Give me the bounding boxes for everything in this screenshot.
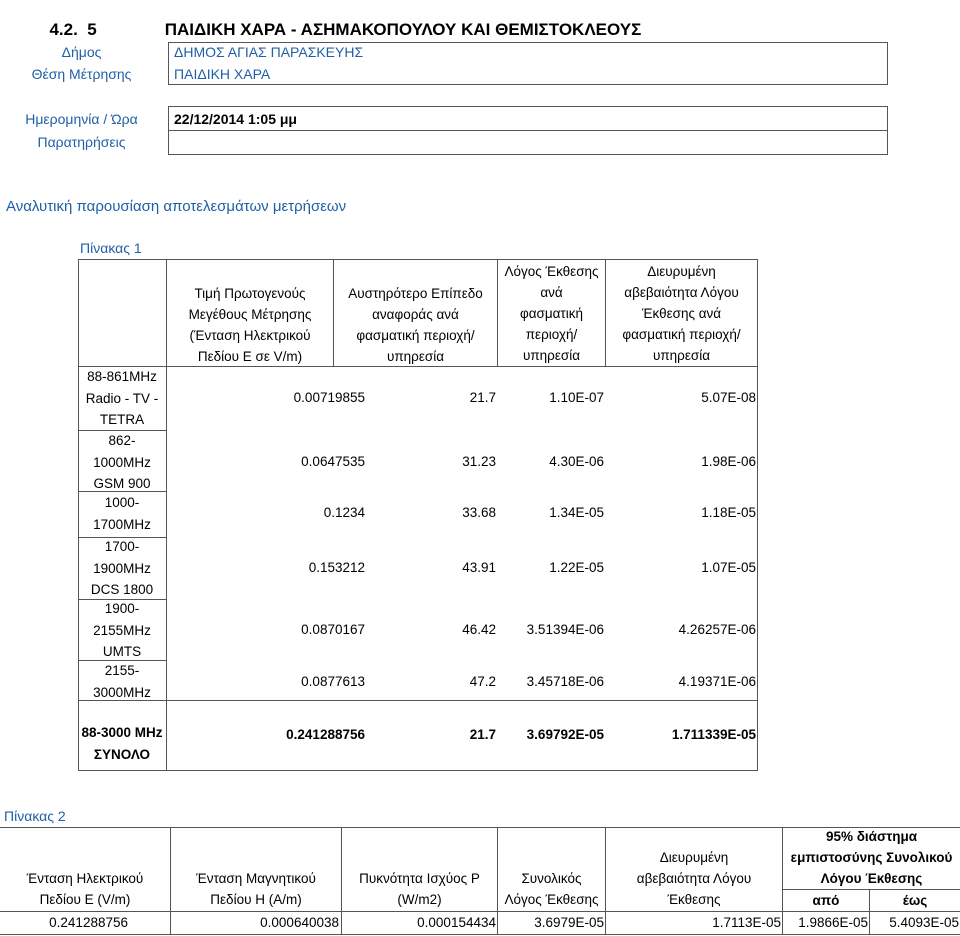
t2-header-uncertainty: Διευρυμένη αβεβαιότητα Λόγου Έκθεσης <box>636 850 752 907</box>
t1-total-label: 88-3000 MHz ΣΥΝΟΛΟ <box>81 725 163 762</box>
analysis-title: Αναλυτική παρουσίαση αποτελεσμάτων μετρήσεων <box>6 198 347 215</box>
t1-cell-value: 0.00719855 <box>293 390 365 405</box>
t1-band-label: 862- 1000MHz GSM 900 <box>93 433 151 491</box>
thesi-label: Θέση Μέτρησης <box>31 66 132 82</box>
t1-cell-limit: 33.68 <box>462 505 496 520</box>
t1-header-measured: Τιμή Πρωτογενούς Μεγέθους Μέτρησης (Ένταση Ηλεκτρικού Πεδίου E σε V/m) <box>188 286 312 364</box>
t1-band-label: 2155- 3000MHz <box>93 663 151 700</box>
table1-caption: Πίνακας 1 <box>80 240 142 256</box>
t2-header-h-field: Ένταση Μαγνητικού Πεδίου H (A/m) <box>196 871 316 907</box>
t1-cell-limit: 21.7 <box>469 390 496 405</box>
t1-cell-value: 0.153212 <box>308 560 365 575</box>
t1-header-ratio: Λόγος Έκθεσης ανά φασματική περιοχή/ υπηρεσία <box>504 264 599 363</box>
t1-cell-value: 0.1234 <box>323 505 365 520</box>
thesi-value: ΠΑΙΔΙΚΗ ΧΑΡΑ <box>174 66 271 82</box>
t2-cell-power: 0.000154434 <box>417 915 496 930</box>
t1-band-label: 88-861MHz Radio - TV - TETRA <box>85 369 159 427</box>
t1-band-label: 1700- 1900MHz DCS 1800 <box>90 539 154 597</box>
t1-cell-ratio: 4.30E-06 <box>549 454 604 469</box>
notes-label: Παρατηρήσεις <box>37 134 126 150</box>
t1-total-uncertainty: 1.711339E-05 <box>671 727 756 742</box>
section-heading <box>40 0 641 40</box>
t1-cell-ratio: 1.34E-05 <box>549 505 604 520</box>
t2-cell-ci-from: 1.9866E-05 <box>798 915 868 930</box>
t2-header-ci-to: έως <box>902 893 928 908</box>
t1-cell-value: 0.0647535 <box>301 454 365 469</box>
t1-cell-uncertainty: 1.18E-05 <box>701 505 756 520</box>
t1-cell-ratio: 1.10E-07 <box>549 390 604 405</box>
t1-total-limit: 21.7 <box>469 727 496 742</box>
t2-cell-ci-to: 5.4093E-05 <box>889 915 959 930</box>
t1-cell-uncertainty: 4.19371E-06 <box>678 674 756 689</box>
t1-cell-ratio: 3.51394E-06 <box>526 622 604 637</box>
t2-header-e-field: Ένταση Ηλεκτρικού Πεδίου E (V/m) <box>26 871 144 907</box>
t2-cell-total-ratio: 3.6979E-05 <box>534 915 604 930</box>
t1-cell-ratio: 1.22E-05 <box>549 560 604 575</box>
t1-total-value: 0.241288756 <box>286 727 365 742</box>
t1-cell-limit: 46.42 <box>462 622 496 637</box>
t1-band-label: 1900- 2155MHz UMTS <box>93 601 151 659</box>
t1-cell-uncertainty: 4.26257E-06 <box>678 622 756 637</box>
t1-band-label: 1000- 1700MHz <box>93 495 151 532</box>
t2-header-power: Πυκνότητα Ισχύος P (W/m2) <box>359 871 480 907</box>
t1-header-uncertainty: Διευρυμένη αβεβαιότητα Λόγου Έκθεσης ανά φασματική περιοχή/ υπηρεσία <box>622 264 741 363</box>
t1-total-ratio: 3.69792E-05 <box>526 727 604 742</box>
date-label: Ημερομηνία / Ώρα <box>25 111 138 127</box>
t2-cell-h-field: 0.000640038 <box>260 915 339 930</box>
t1-cell-limit: 43.91 <box>462 560 496 575</box>
t2-cell-e-field: 0.241288756 <box>49 915 128 930</box>
t2-cell-uncertainty: 1.7113E-05 <box>712 915 781 930</box>
t1-cell-ratio: 3.45718E-06 <box>526 674 604 689</box>
t1-cell-value: 0.0877613 <box>301 674 365 689</box>
info-block <box>0 40 960 160</box>
section-title: ΠΑΙΔΙΚΗ ΧΑΡΑ - ΑΣΗΜΑΚΟΠΟΥΛΟΥ ΚΑΙ ΘΕΜΙΣΤΟΚΛΕΟΥΣ <box>164 20 642 39</box>
t1-cell-limit: 47.2 <box>469 674 496 689</box>
date-value: 22/12/2014 1:05 μμ <box>174 111 297 127</box>
section-number: 4.2. 5 <box>49 20 97 39</box>
dimos-value: ΔΗΜΟΣ ΑΓΙΑΣ ΠΑΡΑΣΚΕΥΗΣ <box>174 44 364 60</box>
t2-header-ci-from: από <box>812 893 840 908</box>
t1-cell-value: 0.0870167 <box>301 622 365 637</box>
t1-cell-uncertainty: 5.07E-08 <box>701 390 756 405</box>
table2-caption: Πίνακας 2 <box>4 808 66 824</box>
t1-header-limit: Αυστηρότερο Επίπεδο αναφοράς ανά φασματική περιοχή/ υπηρεσία <box>348 286 483 364</box>
t1-cell-limit: 31.23 <box>462 454 496 469</box>
t1-cell-uncertainty: 1.98E-06 <box>701 454 756 469</box>
t1-cell-uncertainty: 1.07E-05 <box>701 560 756 575</box>
dimos-label: Δήμος <box>61 44 102 60</box>
t2-header-ci: 95% διάστημα εμπιστοσύνης Συνολικού Λόγου Έκθεσης <box>790 829 953 886</box>
t2-header-total-ratio: Συνολικός Λόγος Έκθεσης <box>504 871 599 907</box>
